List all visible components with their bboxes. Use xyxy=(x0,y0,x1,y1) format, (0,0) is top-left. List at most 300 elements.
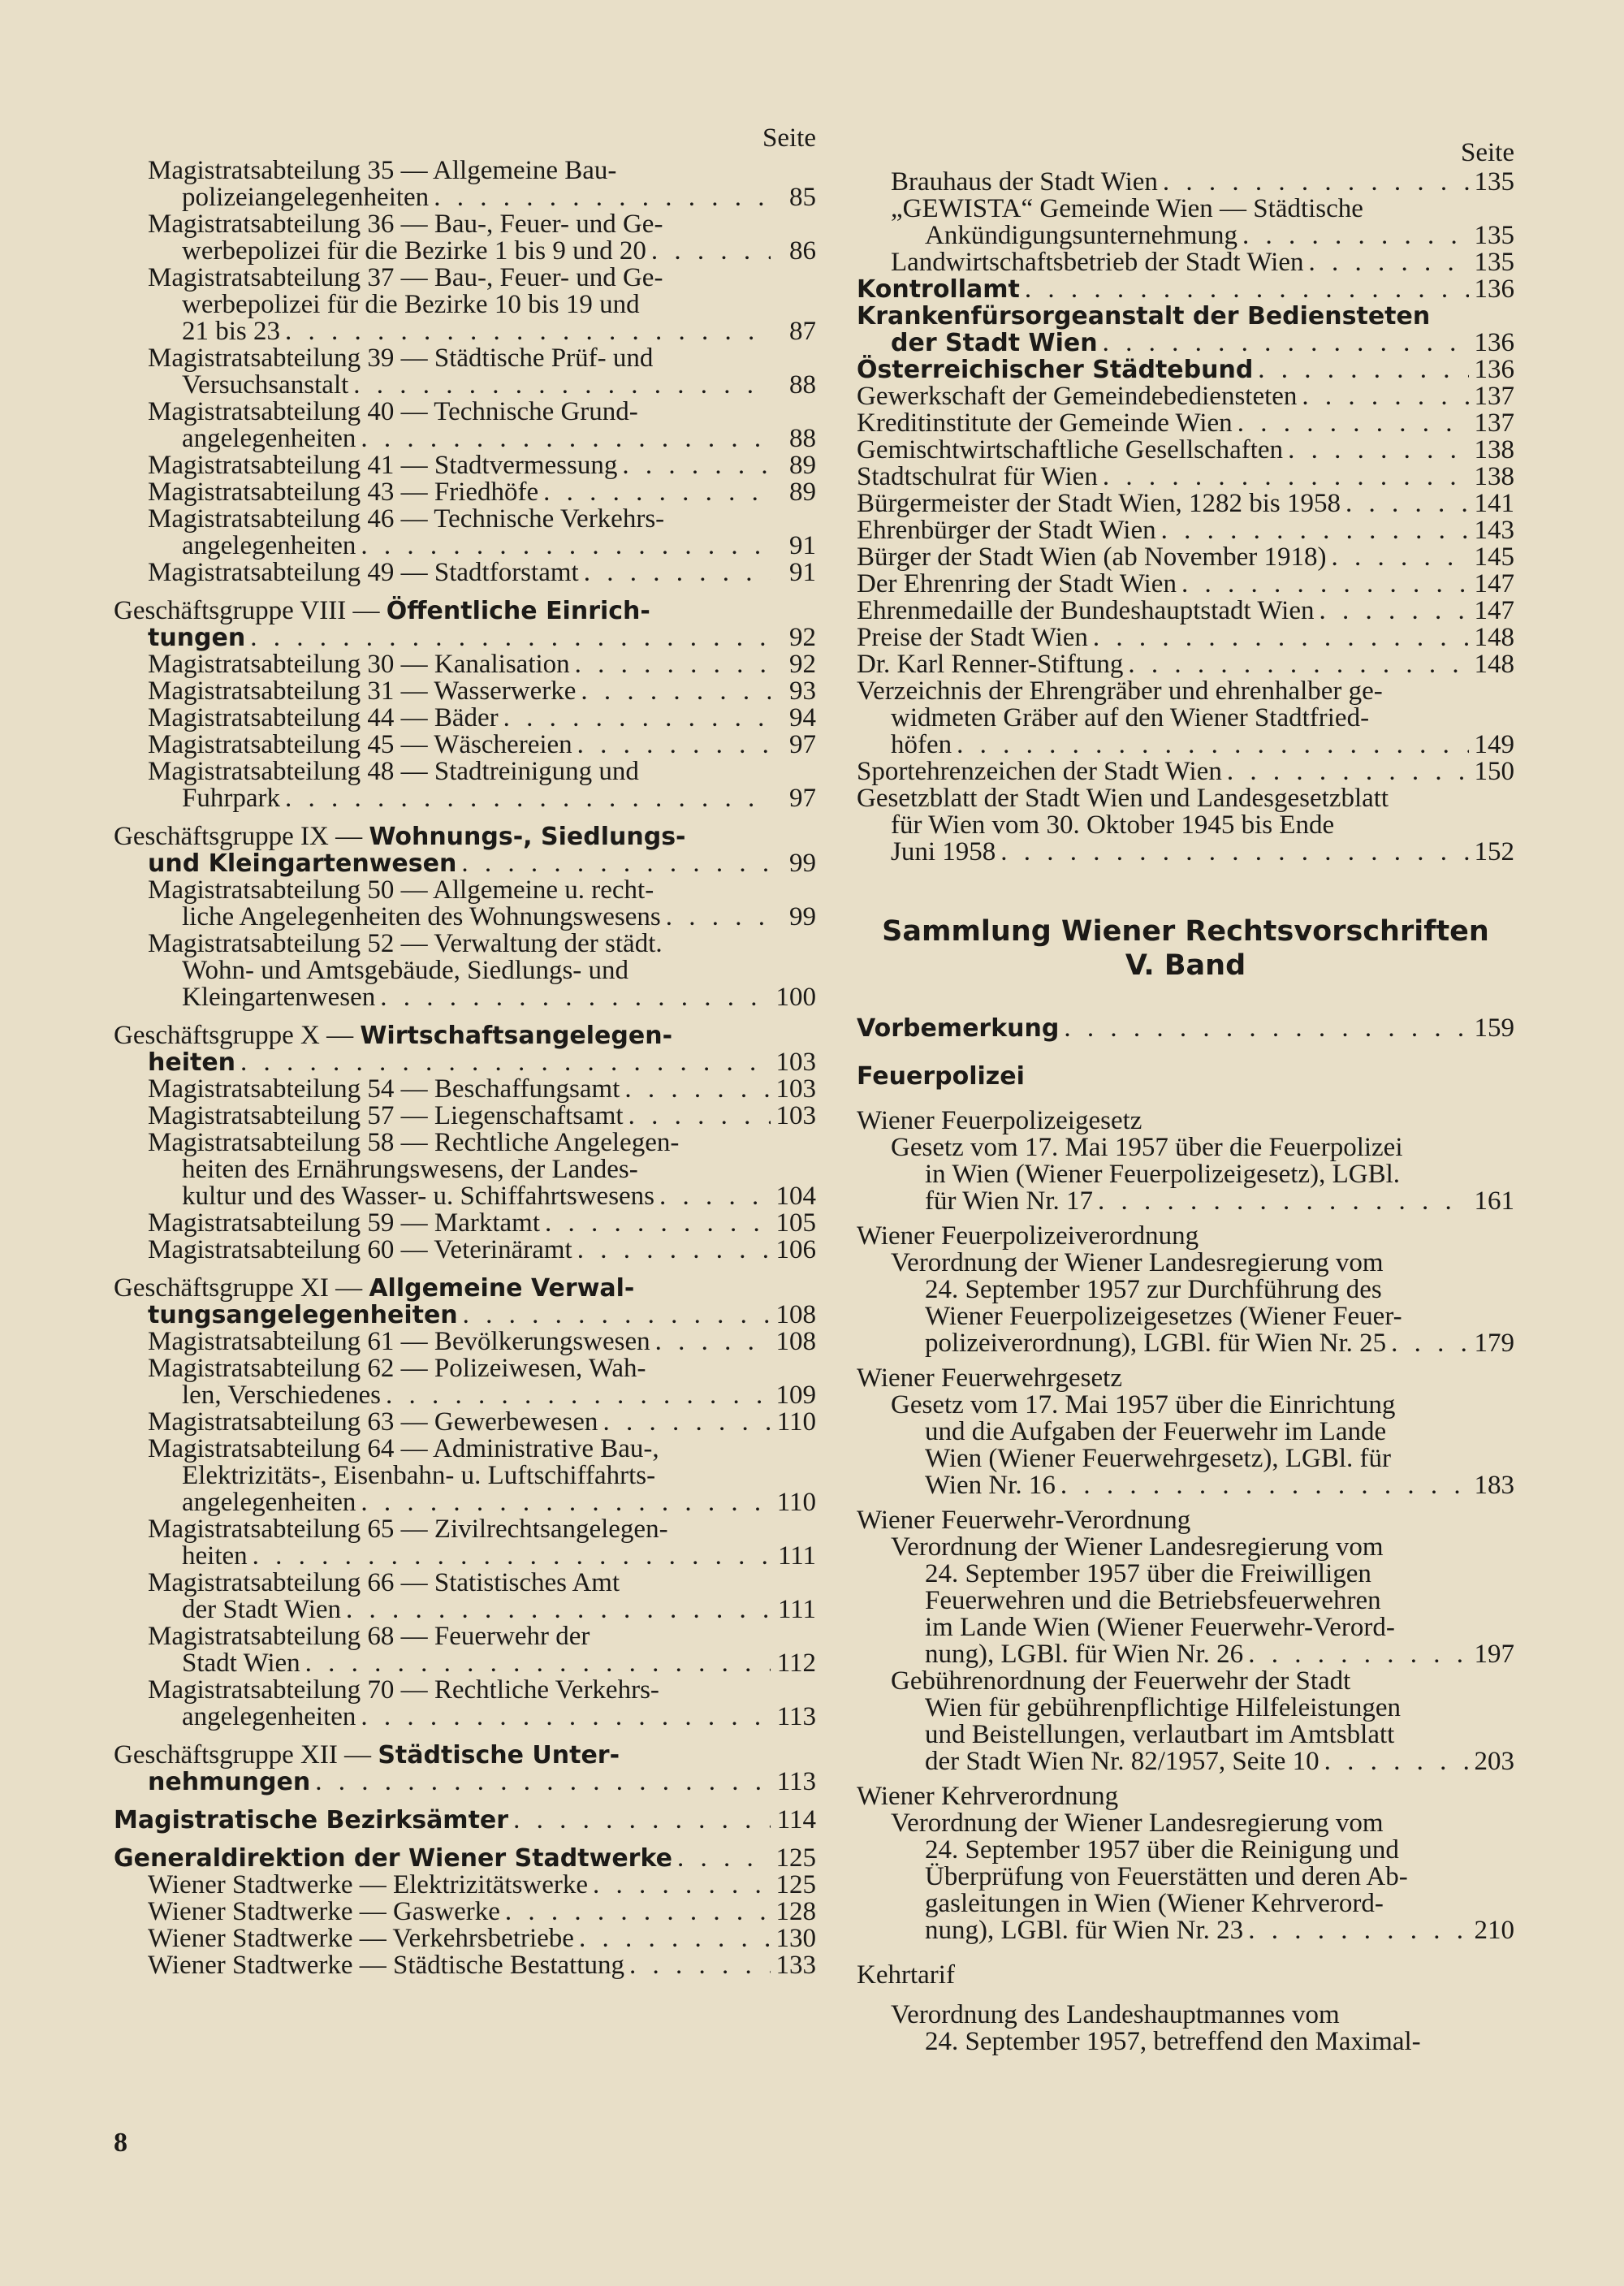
leader-dots xyxy=(456,850,771,877)
entry-text: Magistratsabteilung 58 — Rechtliche Angelegen- xyxy=(148,1128,680,1157)
toc-entry-line xyxy=(148,1597,816,1623)
entry-text: Wiener Feuerpolizeigesetzes (Wiener Feuer- xyxy=(925,1302,1402,1331)
toc-entry-line xyxy=(148,399,816,426)
leader-dots xyxy=(672,1845,771,1872)
toc-entry-line xyxy=(148,1156,816,1183)
leader-dots xyxy=(650,1329,771,1355)
page-ref: 136 xyxy=(1474,274,1514,304)
page-ref: 133 xyxy=(775,1951,816,1980)
toc-entry xyxy=(114,758,816,812)
toc-entry-line xyxy=(891,1864,1514,1891)
leader-dots xyxy=(499,705,771,732)
page-ref: 92 xyxy=(789,623,816,652)
leader-dots xyxy=(1243,1641,1469,1668)
entry-text: Magistratsabteilung 44 — Bäder xyxy=(148,703,499,732)
entry-text: Juni 1958 xyxy=(891,837,996,866)
entry-text: Magistratsabteilung 37 — Bau-, Feuer- und Ge- xyxy=(148,263,663,292)
page-ref: 109 xyxy=(775,1381,816,1410)
toc-entry-line xyxy=(148,1570,816,1597)
toc-entry xyxy=(857,303,1514,357)
toc-entry-line xyxy=(148,184,816,211)
law-title: Wiener Kehrverordnung xyxy=(857,1782,1119,1811)
toc-entry-line xyxy=(891,169,1514,196)
group-prefix: Geschäftsgruppe XI — xyxy=(114,1273,369,1303)
toc-entry xyxy=(114,1237,816,1264)
leader-dots xyxy=(280,318,771,345)
entry-text: Elektrizitäts-, Eisenbahn- u. Luftschiffahrts- xyxy=(182,1461,656,1490)
toc-entry-line xyxy=(114,1302,816,1329)
toc-entry-line xyxy=(857,758,1514,785)
toc-entry-line xyxy=(857,624,1514,651)
page-ref: 149 xyxy=(1474,730,1514,759)
entry-text: Wiener Stadtwerke — Elektrizitätswerke xyxy=(148,1870,589,1899)
leader-dots xyxy=(1297,383,1469,410)
toc-entry-line xyxy=(148,904,816,931)
page-ref: 110 xyxy=(776,1488,816,1517)
leader-dots xyxy=(1020,276,1469,303)
toc-entry-line xyxy=(891,223,1514,249)
toc-entry-line xyxy=(891,1668,1514,1695)
entry-text: polizeiangelegenheiten xyxy=(182,183,430,212)
toc-entry xyxy=(114,1872,816,1899)
toc-entry xyxy=(857,249,1514,276)
leader-dots xyxy=(1156,517,1469,544)
toc-entry-line xyxy=(891,1445,1514,1472)
toc-entry-line xyxy=(891,1250,1514,1277)
toc-entry xyxy=(857,410,1514,437)
leader-dots xyxy=(300,1650,771,1677)
page-ref: 85 xyxy=(789,183,816,212)
page-ref: 92 xyxy=(789,650,816,679)
toc-entry-line xyxy=(148,1489,816,1516)
toc-entry xyxy=(857,1392,1514,1499)
toc-entry-line xyxy=(857,812,1514,839)
toc-entry-line xyxy=(148,506,816,533)
entry-text: Österreichischer Städtebund xyxy=(857,356,1254,384)
leader-dots xyxy=(1253,357,1469,383)
entry-text: Sportehrenzeichen der Stadt Wien xyxy=(857,757,1222,786)
entry-text: Gesetz vom 17. Mai 1957 über die Einrichtung xyxy=(891,1390,1396,1420)
leader-dots xyxy=(1283,437,1469,464)
entry-text: Landwirtschaftsbetrieb der Stadt Wien xyxy=(891,248,1304,277)
entry-text: Gebührenordnung der Feuerwehr der Stadt xyxy=(891,1666,1351,1696)
entry-text: Wiener Stadtwerke — Gaswerke xyxy=(148,1897,500,1926)
toc-entry-line xyxy=(891,1614,1514,1641)
group-prefix: Geschäftsgruppe XII — xyxy=(114,1740,378,1770)
leader-dots xyxy=(572,732,771,758)
leader-dots xyxy=(1059,1015,1469,1042)
toc-entry xyxy=(114,560,816,586)
toc-entry xyxy=(857,758,1514,785)
page-ref: 89 xyxy=(789,478,816,507)
toc-entry-line xyxy=(891,1561,1514,1588)
entry-text: Wiener Stadtwerke — Verkehrsbetriebe xyxy=(148,1924,574,1953)
law-title: Wiener Feuerwehr-Verordnung xyxy=(857,1506,1191,1535)
entry-text: tungsangelegenheiten xyxy=(148,1301,458,1329)
leader-dots xyxy=(1098,330,1469,357)
toc-entry-line xyxy=(857,383,1514,410)
entry-text: für Wien Nr. 17 xyxy=(925,1186,1094,1216)
entry-text: und die Aufgaben der Feuerwehr im Lande xyxy=(925,1417,1387,1446)
toc-entry-line xyxy=(891,249,1514,276)
entry-text: 24. September 1957, betreffend den Maximal- xyxy=(925,2027,1421,2056)
entry-text: Magistratsabteilung 60 — Veterinäramt xyxy=(148,1235,572,1264)
entry-text: Magistratsabteilung 39 — Städtische Prüf- und xyxy=(148,344,654,373)
toc-entry-line xyxy=(857,464,1514,490)
page-ref: 91 xyxy=(789,558,816,587)
toc-entry-line xyxy=(148,1899,816,1925)
toc-entry-line xyxy=(148,1650,816,1677)
entry-text: Kontrollamt xyxy=(857,275,1020,304)
leader-dots xyxy=(458,1302,771,1329)
page-ref: 128 xyxy=(775,1897,816,1926)
entry-text: 21 bis 23 xyxy=(182,317,281,346)
law-title: Wiener Feuerpolizeiverordnung xyxy=(857,1221,1199,1251)
entry-text: Magistratsabteilung 70 — Rechtliche Verkehrs- xyxy=(148,1675,659,1705)
toc-entry-line xyxy=(148,426,816,452)
toc-entry xyxy=(114,1409,816,1436)
toc-entry-line xyxy=(148,1925,816,1952)
toc-entry-line xyxy=(891,196,1514,223)
toc-entry-line xyxy=(891,1837,1514,1864)
leader-dots xyxy=(576,678,771,705)
leader-dots xyxy=(1320,1748,1469,1775)
page-ref: 113 xyxy=(776,1767,816,1796)
toc-entry xyxy=(857,1810,1514,1944)
entry-text: Wien (Wiener Feuerwehrgesetz), LGBl. für xyxy=(925,1444,1392,1473)
leader-dots xyxy=(280,785,771,812)
toc-entry-line xyxy=(148,678,816,705)
toc-entry-line xyxy=(857,437,1514,464)
toc-entry-line xyxy=(148,292,816,318)
leader-dots xyxy=(620,1076,771,1103)
leader-dots xyxy=(356,1704,771,1731)
group-prefix: Geschäftsgruppe VIII — xyxy=(114,596,387,625)
entry-text: in Wien (Wiener Feuerpolizeigesetz), LGBl. xyxy=(925,1160,1401,1189)
entry-text: Wohnungs-, Siedlungs- xyxy=(369,823,686,851)
entry-text: 24. September 1957 über die Freiwilligen xyxy=(925,1559,1371,1588)
toc-entry xyxy=(857,437,1514,464)
page-ref: 110 xyxy=(776,1407,816,1437)
toc-entry-line xyxy=(148,372,816,399)
leader-dots xyxy=(1123,651,1469,678)
toc-entry-line xyxy=(857,410,1514,437)
leader-dots xyxy=(996,839,1469,866)
leader-dots xyxy=(624,1952,771,1979)
toc-entry xyxy=(114,158,816,211)
entry-text: nung), LGBl. für Wien Nr. 23 xyxy=(925,1916,1244,1945)
entry-text: Dr. Karl Renner-Stiftung xyxy=(857,650,1124,679)
toc-entry xyxy=(857,1015,1514,1042)
entry-text: Magistratsabteilung 52 — Verwaltung der städt. xyxy=(148,929,663,958)
toc-entry xyxy=(857,785,1514,866)
toc-entry xyxy=(114,732,816,758)
toc-entry xyxy=(114,1022,816,1076)
leader-dots xyxy=(1158,169,1469,196)
entry-text: für Wien vom 30. Oktober 1945 bis Ende xyxy=(891,810,1335,840)
toc-entry-line xyxy=(857,544,1514,571)
toc-entry xyxy=(857,1534,1514,1668)
leader-dots xyxy=(1088,624,1469,651)
toc-entry xyxy=(857,357,1514,383)
toc-entry-line xyxy=(148,1872,816,1899)
page-ref: 145 xyxy=(1474,542,1514,572)
toc-entry-line xyxy=(891,2029,1514,2055)
page-ref: 137 xyxy=(1474,408,1514,438)
toc-entry-line xyxy=(148,318,816,345)
toc-entry-line xyxy=(148,1103,816,1130)
entry-text: Vorbemerkung xyxy=(857,1014,1060,1043)
toc-entry xyxy=(114,1210,816,1237)
toc-entry-line xyxy=(891,1303,1514,1330)
page-ref: 210 xyxy=(1474,1916,1514,1945)
entry-text: 24. September 1957 zur Durchführung des xyxy=(925,1275,1382,1304)
leader-dots xyxy=(1233,410,1469,437)
toc-entry-line xyxy=(114,598,816,624)
entry-text: Bürgermeister der Stadt Wien, 1282 bis 1958 xyxy=(857,489,1341,518)
page-ref: 138 xyxy=(1474,462,1514,491)
entry-text: Überprüfung von Feuerstätten und deren Ab- xyxy=(925,1862,1408,1891)
leader-dots xyxy=(356,533,771,560)
page-ref: 112 xyxy=(776,1649,816,1678)
toc-entry-line xyxy=(891,2002,1514,2029)
toc-entry xyxy=(114,211,816,265)
entry-text: Magistratsabteilung 54 — Beschaffungsamt xyxy=(148,1074,620,1104)
left-column xyxy=(114,123,816,1980)
toc-entry-line xyxy=(148,211,816,238)
page-ref: 143 xyxy=(1474,516,1514,545)
toc-entry xyxy=(114,705,816,732)
entry-text: Magistratsabteilung 50 — Allgemeine u. recht- xyxy=(148,875,654,905)
toc-entry xyxy=(857,276,1514,303)
entry-text: Magistratsabteilung 65 — Zivilrechtsangelegen- xyxy=(148,1515,668,1544)
toc-entry-line xyxy=(148,1237,816,1264)
entry-text: Städtische Unter- xyxy=(378,1741,620,1770)
toc-entry xyxy=(114,651,816,678)
toc-entry-line xyxy=(891,1188,1514,1215)
entry-text: Magistratsabteilung 35 — Allgemeine Bau- xyxy=(148,156,617,185)
entry-text: Stadt Wien xyxy=(182,1649,300,1678)
page-ref: 87 xyxy=(789,317,816,346)
toc-entry-line xyxy=(148,265,816,292)
leader-dots xyxy=(310,1769,771,1796)
leader-dots xyxy=(1056,1472,1469,1499)
toc-entry-line xyxy=(148,1355,816,1382)
page-ref: 136 xyxy=(1474,355,1514,384)
entry-text: Wien Nr. 16 xyxy=(925,1471,1056,1500)
page-ref: 97 xyxy=(789,730,816,759)
toc-entry-line xyxy=(891,1695,1514,1722)
page-ref: 103 xyxy=(775,1074,816,1104)
toc-entry xyxy=(857,651,1514,678)
toc-entry xyxy=(857,571,1514,598)
page-ref: 148 xyxy=(1474,650,1514,679)
toc-entry xyxy=(857,196,1514,249)
toc-entry xyxy=(114,399,816,452)
toc-entry-line xyxy=(857,571,1514,598)
toc-entry xyxy=(857,517,1514,544)
toc-entry xyxy=(114,1570,816,1623)
page-ref: 108 xyxy=(775,1327,816,1356)
page-ref: 103 xyxy=(775,1101,816,1130)
leader-dots xyxy=(598,1409,771,1436)
entry-text: Magistratsabteilung 57 — Liegenschaftsamt xyxy=(148,1101,624,1130)
entry-text: angelegenheiten xyxy=(182,1488,356,1517)
toc-entry xyxy=(114,1130,816,1210)
toc-entry-line xyxy=(891,1891,1514,1917)
page-ref: 159 xyxy=(1474,1013,1514,1043)
toc-entry xyxy=(857,2002,1514,2055)
entry-text: Magistratsabteilung 68 — Feuerwehr der xyxy=(148,1622,590,1651)
toc-entry xyxy=(857,383,1514,410)
entry-text: heiten xyxy=(182,1541,248,1571)
toc-entry-line xyxy=(148,758,816,785)
toc-entry xyxy=(114,1516,816,1570)
toc-entry xyxy=(114,1355,816,1409)
entry-text: Magistratsabteilung 41 — Stadtvermessung xyxy=(148,451,618,480)
right-column xyxy=(857,128,1514,2055)
page-ref: 86 xyxy=(789,236,816,266)
entry-text: Kreditinstitute der Gemeinde Wien xyxy=(857,408,1233,438)
page-ref: 150 xyxy=(1474,757,1514,786)
toc-entry xyxy=(114,345,816,399)
toc-entry-line xyxy=(857,330,1514,357)
entry-text: Magistratsabteilung 46 — Technische Verkehrs- xyxy=(148,504,665,534)
leader-dots xyxy=(538,479,771,506)
toc-entry xyxy=(114,452,816,479)
law-title: Wiener Feuerpolizeigesetz xyxy=(857,1106,1142,1135)
seite-label-right: Seite xyxy=(1461,138,1514,167)
toc-entry-line xyxy=(148,984,816,1011)
entry-text: Wien für gebührenpflichtige Hilfeleistungen xyxy=(925,1693,1402,1722)
toc-entry xyxy=(114,678,816,705)
toc-entry-line xyxy=(857,490,1514,517)
entry-text: Magistratsabteilung 36 — Bau-, Feuer- und Ge- xyxy=(148,210,663,239)
page-ref: 111 xyxy=(777,1595,816,1624)
entry-text: der Stadt Wien xyxy=(182,1595,342,1624)
leader-dots xyxy=(248,1543,771,1570)
leader-dots xyxy=(952,732,1469,758)
entry-text: Feuerwehren und die Betriebsfeuerwehren xyxy=(925,1586,1381,1615)
toc-entry-line xyxy=(857,651,1514,678)
entry-text: Bürger der Stadt Wien (ab November 1918) xyxy=(857,542,1327,572)
toc-entry-line xyxy=(148,1076,816,1103)
page-ref: 93 xyxy=(789,676,816,706)
leader-dots xyxy=(348,372,771,399)
page-ref: 100 xyxy=(775,983,816,1012)
page-ref: 106 xyxy=(775,1235,816,1264)
entry-text: Generaldirektion der Wiener Stadtwerke xyxy=(114,1844,672,1873)
page-ref: 125 xyxy=(775,1870,816,1899)
leader-dots xyxy=(1243,1917,1469,1944)
page-ref: 137 xyxy=(1474,382,1514,411)
toc-entry-line xyxy=(148,1183,816,1210)
entry-text: nehmungen xyxy=(148,1768,311,1796)
page-number: 8 xyxy=(114,2128,127,2158)
toc-entry-line xyxy=(148,1329,816,1355)
right-toc-list xyxy=(857,128,1514,866)
toc-entry-line xyxy=(857,785,1514,812)
toc-entry-line xyxy=(148,1543,816,1570)
entry-text: heiten xyxy=(148,1048,236,1077)
entry-text: tungen xyxy=(148,624,246,652)
page-ref: 91 xyxy=(789,531,816,560)
toc-entry xyxy=(114,1742,816,1796)
toc-entry xyxy=(114,1807,816,1834)
leader-dots xyxy=(574,1925,771,1952)
toc-entry xyxy=(857,1134,1514,1215)
toc-entry-line xyxy=(148,931,816,957)
entry-text: widmeten Gräber auf den Wiener Stadtfried- xyxy=(891,703,1370,732)
seite-label-left: Seite xyxy=(762,123,816,153)
leader-dots xyxy=(1237,223,1469,249)
section-title xyxy=(857,914,1514,983)
entry-text: Wohn- und Amtsgebäude, Siedlungs- und xyxy=(182,956,629,985)
page-ref: 147 xyxy=(1474,596,1514,625)
page-ref: 197 xyxy=(1474,1640,1514,1669)
entry-text: „GEWISTA“ Gemeinde Wien — Städtische xyxy=(891,194,1363,223)
toc-entry-line xyxy=(857,598,1514,624)
toc-entry xyxy=(114,506,816,560)
toc-entry-line xyxy=(857,705,1514,732)
entry-text: Verordnung der Wiener Landesregierung vom xyxy=(891,1532,1384,1562)
entry-text: der Stadt Wien xyxy=(891,329,1098,357)
toc-entry-line xyxy=(857,1015,1514,1042)
leader-dots xyxy=(617,452,771,479)
page-ref: 147 xyxy=(1474,569,1514,599)
toc-entry-line xyxy=(857,732,1514,758)
page-ref: 89 xyxy=(789,451,816,480)
toc-entry-line xyxy=(891,1472,1514,1499)
page-ref: 105 xyxy=(775,1208,816,1238)
leader-dots xyxy=(1304,249,1470,276)
page-ref: 183 xyxy=(1474,1471,1514,1500)
page-ref: 141 xyxy=(1474,489,1514,518)
leader-dots xyxy=(381,1382,771,1409)
entry-text: Magistratsabteilung 45 — Wäschereien xyxy=(148,730,572,759)
page-ref: 104 xyxy=(775,1182,816,1211)
entry-text: angelegenheiten xyxy=(182,1702,356,1731)
entry-text: werbepolizei für die Bezirke 10 bis 19 und xyxy=(182,290,640,319)
toc-entry xyxy=(857,1250,1514,1357)
toc-entry-line xyxy=(148,1952,816,1979)
toc-entry-line xyxy=(148,1463,816,1489)
toc-entry-line xyxy=(148,1623,816,1650)
entry-text: im Lande Wien (Wiener Feuerwehr-Verord- xyxy=(925,1613,1395,1642)
entry-text: gasleitungen in Wien (Wiener Kehrverord- xyxy=(925,1889,1384,1918)
toc-entry-line xyxy=(114,823,816,850)
toc-entry xyxy=(114,1329,816,1355)
entry-text: heiten des Ernährungswesens, der Landes- xyxy=(182,1155,638,1184)
entry-text: Verordnung der Wiener Landesregierung vom xyxy=(891,1808,1384,1838)
toc-entry-line xyxy=(148,1409,816,1436)
toc-entry xyxy=(857,169,1514,196)
subsection-heading: Feuerpolizei xyxy=(857,1062,1025,1091)
entry-text: Kleingartenwesen xyxy=(182,983,376,1012)
entry-text: Magistratsabteilung 40 — Technische Grund- xyxy=(148,397,638,426)
toc-entry xyxy=(114,1275,816,1329)
leader-dots xyxy=(1326,544,1469,571)
entry-text: Ankündigungsunternehmung xyxy=(925,221,1237,250)
page-ref: 135 xyxy=(1474,248,1514,277)
toc-entry-line xyxy=(148,1436,816,1463)
page-ref: 135 xyxy=(1474,221,1514,250)
toc-entry-line xyxy=(148,479,816,506)
leader-dots xyxy=(579,560,771,586)
page-ref: 99 xyxy=(789,902,816,931)
entry-text: len, Verschiedenes xyxy=(182,1381,381,1410)
entry-text: 24. September 1957 über die Reinigung und xyxy=(925,1835,1399,1865)
